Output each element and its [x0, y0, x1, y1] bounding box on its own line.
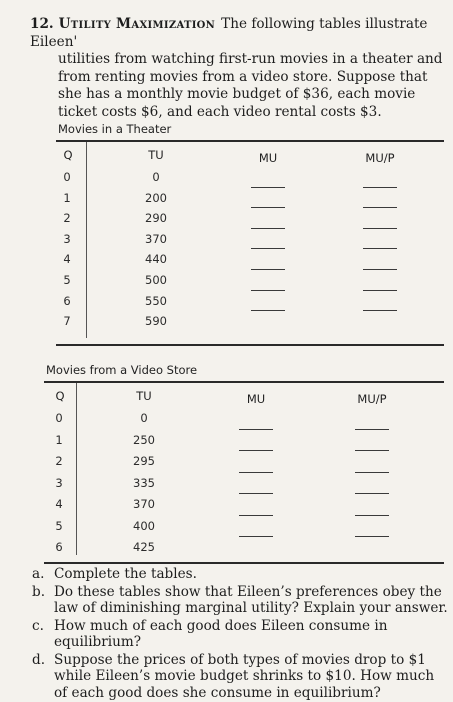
video-tu-0: 0 — [140, 411, 148, 425]
theater-header-mu-p: MU/P — [365, 151, 395, 165]
theater-tu-6: 550 — [145, 293, 167, 308]
video-q-5: 5 — [55, 518, 63, 533]
theater-q-1: 1 — [63, 190, 71, 205]
theater-mup-blank-6[interactable] — [363, 290, 397, 291]
theater-tu-5: 500 — [145, 273, 167, 287]
theater-mu-blank-7[interactable] — [251, 310, 285, 311]
theater-table-caption: Movies in a Theater — [58, 122, 172, 136]
video-bottom-rule — [44, 562, 444, 564]
theater-q-2: 2 — [63, 211, 71, 226]
video-q-2: 2 — [55, 454, 63, 468]
problem-text: utilities from watching first-run movies in a theater and from renting movies from a video store. Suppose that she has a monthly movie budget of $36, each movie ticket costs $6, and each video rental costs $3. — [58, 51, 443, 120]
problem-12 — [30, 16, 450, 121]
video-mup-blank-1[interactable] — [355, 429, 389, 430]
theater-mu-blank-1[interactable] — [251, 187, 285, 188]
theater-tu-7: 590 — [145, 314, 167, 329]
video-mu-blank-2[interactable] — [239, 450, 273, 451]
theater-mu-blank-3[interactable] — [251, 228, 285, 229]
problem-first-line: The following tables illustrate Eileen' — [30, 16, 428, 50]
theater-q-5: 5 — [63, 273, 71, 287]
theater-header-mu: MU — [258, 151, 278, 165]
theater-q-7: 7 — [63, 314, 71, 329]
video-top-rule — [44, 381, 444, 383]
theater-mu-blank-4[interactable] — [251, 248, 285, 249]
video-mu-blank-1[interactable] — [239, 429, 273, 430]
problem-heading: Utility Maximization — [58, 16, 216, 32]
question-b: b. Do these tables show that Eileen’s preferences obey the law of diminishing marginal utility? Explain your answer. — [32, 583, 448, 616]
video-mu-blank-4[interactable] — [239, 493, 273, 494]
theater-q-3: 3 — [63, 231, 71, 246]
video-q-4: 4 — [55, 497, 63, 511]
video-mup-blank-2[interactable] — [355, 450, 389, 451]
theater-header-q: Q — [63, 148, 73, 162]
video-header-q: Q — [55, 389, 65, 403]
video-q-1: 1 — [55, 432, 63, 447]
theater-tu-2: 290 — [145, 211, 167, 226]
theater-mup-blank-4[interactable] — [363, 248, 397, 249]
theater-q-6: 6 — [63, 293, 71, 308]
theater-mup-blank-7[interactable] — [363, 310, 397, 311]
video-mu-blank-6[interactable] — [239, 536, 273, 537]
video-header-tu: TU — [136, 389, 152, 403]
video-tu-5: 400 — [133, 518, 155, 533]
theater-tu-4: 440 — [145, 252, 167, 267]
theater-tu-0: 0 — [152, 170, 160, 184]
theater-tu-3: 370 — [145, 231, 167, 246]
video-table-caption: Movies from a Video Store — [46, 363, 198, 377]
theater-mu-blank-6[interactable] — [251, 290, 285, 291]
video-q-3: 3 — [55, 475, 63, 490]
question-d: d. Suppose the prices of both types of movies drop to $1 while Eileen’s movie budget shrinks to $10. How much of each good does she consume in equilibrium? — [32, 651, 435, 701]
theater-mup-blank-5[interactable] — [363, 269, 397, 270]
video-header-mu-p: MU/P — [357, 392, 387, 406]
video-tu-3: 335 — [133, 475, 155, 490]
video-tu-4: 370 — [133, 497, 155, 511]
theater-top-rule — [56, 140, 444, 142]
theater-q-0: 0 — [63, 170, 71, 184]
question-list — [32, 566, 450, 702]
question-a: a. Complete the tables. — [32, 566, 197, 582]
video-q-0: 0 — [55, 411, 63, 425]
video-mup-blank-4[interactable] — [355, 493, 389, 494]
theater-mup-blank-3[interactable] — [363, 228, 397, 229]
video-header-mu: MU — [246, 392, 266, 406]
theater-mu-blank-2[interactable] — [251, 207, 285, 208]
video-mu-blank-5[interactable] — [239, 515, 273, 516]
question-c: c. How much of each good does Eileen consume in equilibrium? — [32, 617, 388, 650]
video-tu-1: 250 — [133, 432, 155, 447]
theater-mu-blank-5[interactable] — [251, 269, 285, 270]
theater-q-4: 4 — [63, 252, 71, 267]
video-mup-blank-6[interactable] — [355, 536, 389, 537]
video-mup-blank-3[interactable] — [355, 472, 389, 473]
video-q-6: 6 — [55, 540, 63, 554]
problem-number: 12. — [30, 16, 54, 32]
video-mu-blank-3[interactable] — [239, 472, 273, 473]
video-mup-blank-5[interactable] — [355, 515, 389, 516]
theater-tu-1: 200 — [145, 190, 167, 205]
video-tu-6: 425 — [133, 540, 155, 554]
theater-bottom-rule — [56, 344, 444, 346]
theater-mup-blank-2[interactable] — [363, 207, 397, 208]
theater-header-tu: TU — [148, 148, 164, 162]
video-tu-2: 295 — [133, 454, 155, 468]
theater-mup-blank-1[interactable] — [363, 187, 397, 188]
